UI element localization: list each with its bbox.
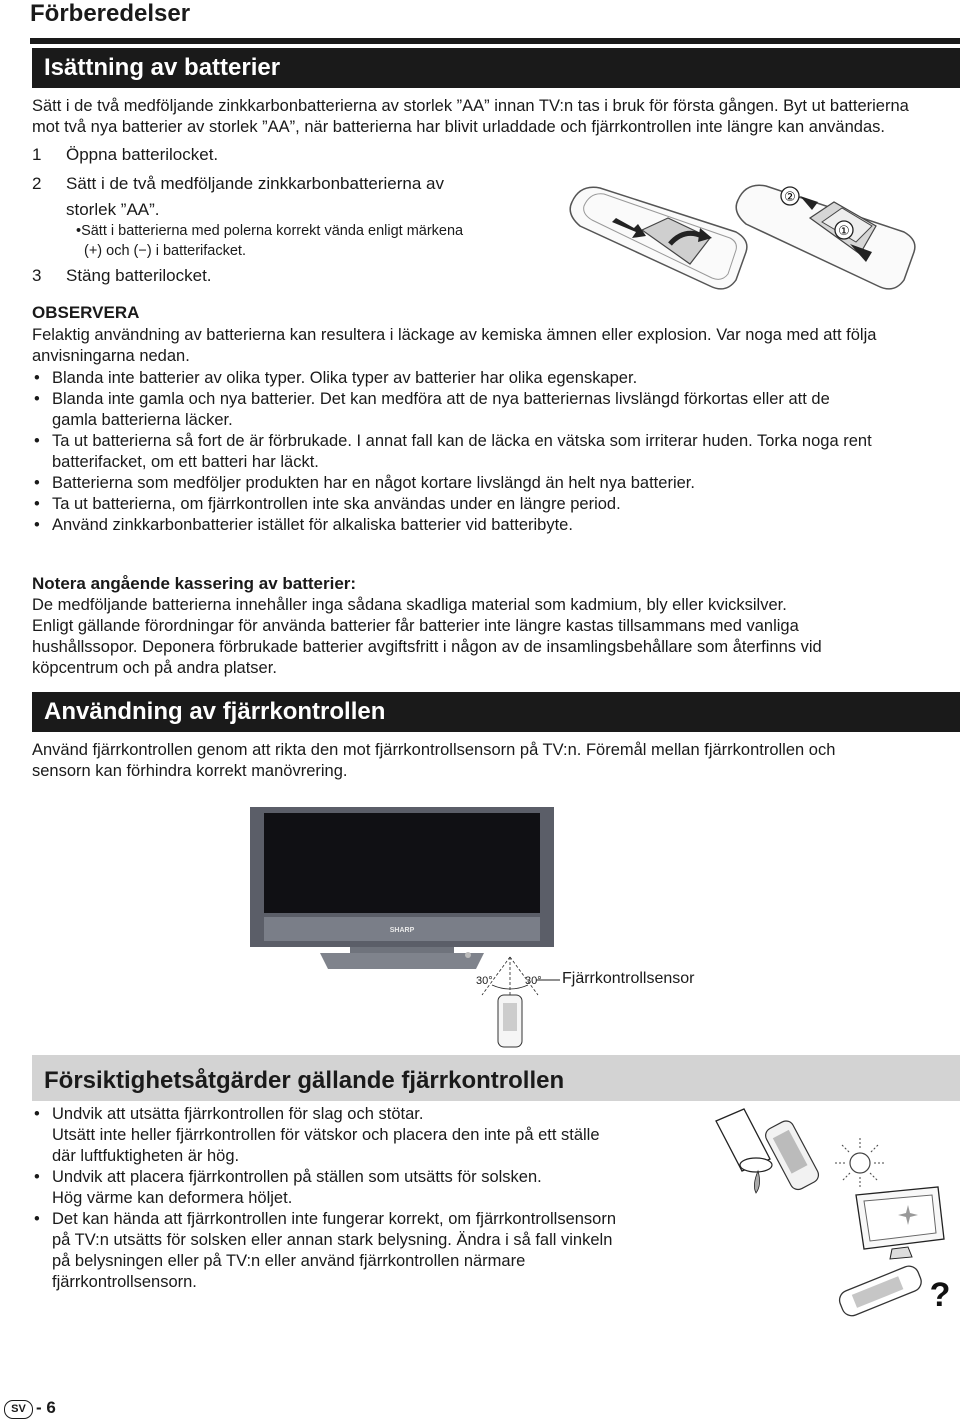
- precaution-item: [32, 1104, 682, 1167]
- step-number: 1: [32, 145, 42, 164]
- usage-line: Använd fjärrkontrollen genom att rikta den mot fjärrkontrollsensorn på TV:n. Föremål mellan fjärrkontrollen och: [32, 741, 836, 759]
- caution-intro-line: Felaktig användning av batterierna kan resultera i läckage av kemiska ämnen eller explosion. Var noga med att följa: [32, 326, 877, 344]
- note-line: (+) och (−) i batterifacket.: [84, 243, 246, 259]
- disposal-line: Enligt gällande förordningar för använda batterier får batterier inte längre kastas tillsammans med vanliga: [32, 617, 799, 635]
- disposal-line: hushållssopor. Deponera förbrukade batterier avgiftsfritt i någon av de insamlingsbehållare som återfinns vid: [32, 638, 822, 656]
- disposal-title: Notera angående kassering av batterier:: [32, 574, 357, 593]
- precaution-line: på TV:n utsätts för solsken eller annan stark belysning. Ändra i så fall vinkeln: [52, 1231, 613, 1249]
- remote-open-cover-icon: [570, 187, 747, 289]
- step-2-cont: storlek ”AA”.: [66, 200, 160, 219]
- angle-right-label: 30°: [525, 975, 542, 987]
- battery-polarity-note: [76, 221, 463, 261]
- remote-insert-battery-icon: [736, 185, 915, 289]
- section-heading-batteries: Isättning av batterier: [32, 48, 960, 88]
- page-number: - 6: [36, 1398, 56, 1417]
- remote-control-icon: [763, 1118, 820, 1192]
- precaution-line: där luftfuktigheten är hög.: [52, 1147, 240, 1165]
- precaution-line: • Undvik att utsätta fjärrkontrollen för slag och stötar.: [52, 1105, 424, 1123]
- header-rule: [30, 38, 960, 44]
- caution-title: OBSERVERA: [32, 303, 140, 322]
- language-badge: SV: [4, 1400, 33, 1419]
- intro-line: mot två nya batterier av storlek ”AA”, när batterierna har blivit urladdade och fjärrkontrollen inte längre kan användas.: [32, 118, 885, 136]
- sensor-label: Fjärrkontrollsensor: [562, 970, 695, 987]
- sensor-pointer-line: [536, 970, 560, 982]
- caution-item: [32, 494, 960, 515]
- step-3: [32, 266, 212, 286]
- step-1: [32, 145, 218, 165]
- precaution-line: Utsätt inte heller fjärrkontrollen för vätskor och placera den inte på ett ställe: [52, 1126, 600, 1144]
- caution-list: [32, 368, 960, 536]
- caution-line: • Blanda inte batterier av olika typer. Olika typer av batterier har olika egenskaper.: [52, 369, 638, 387]
- step-text: Stäng batterilocket.: [66, 266, 212, 285]
- step-number: 2: [32, 174, 42, 193]
- caution-line: • Ta ut batterierna, om fjärrkontrollen inte ska användas under en längre period.: [52, 495, 621, 513]
- remote-sunlight-illustration: [830, 1260, 960, 1320]
- usage-text: [32, 740, 960, 782]
- sun-icon: [835, 1138, 885, 1188]
- tv-screen-icon: [264, 813, 540, 913]
- intro-line: Sätt i de två medföljande zinkkarbonbatterierna av storlek ”AA” innan TV:n tas i bruk för första gången. Byt ut batterierna: [32, 97, 909, 115]
- caution-line: • Blanda inte gamla och nya batterier. Det kan medföra att de nya batteriernas livslängd förkortas eller att de: [52, 390, 830, 408]
- step-text: Öppna batterilocket.: [66, 145, 219, 164]
- caution-item: [32, 473, 960, 494]
- tv-glare-illustration: [852, 1185, 952, 1265]
- question-mark-icon: ?: [929, 1276, 951, 1314]
- precaution-line: på belysningen eller på TV:n eller använd fjärrkontrollen närmare: [52, 1252, 526, 1270]
- liquid-spill-illustration: [710, 1105, 820, 1205]
- step-1-marker-label: ①: [838, 224, 850, 239]
- caution-line: gamla batterierna läcker.: [52, 411, 233, 429]
- section-heading-precautions: Försiktighetsåtgärder gällande fjärrkontrollen: [32, 1055, 960, 1101]
- caution-line: • Batterierna som medföljer produkten har en något kortare livslängd än helt nya batterier.: [52, 474, 695, 492]
- remote-control-icon: [837, 1263, 925, 1319]
- precaution-line: Hög värme kan deformera höljet.: [52, 1189, 293, 1207]
- batteries-intro: [32, 96, 960, 138]
- precaution-item: [32, 1167, 682, 1209]
- precaution-line: • Det kan hända att fjärrkontrollen inte fungerar korrekt, om fjärrkontrollsensorn: [52, 1210, 617, 1228]
- caution-line: • Använd zinkkarbonbatterier istället för alkaliska batterier vid batteribyte.: [52, 516, 573, 534]
- caution-line: • Ta ut batterierna så fort de är förbrukade. I annat fall kan de läcka en vätska som irriterar huden. Torka noga rent: [52, 432, 872, 450]
- precaution-line: • Undvik att placera fjärrkontrollen på ställen som utsätts för solsken.: [52, 1168, 542, 1186]
- step-2: [32, 174, 444, 194]
- caution-intro: [32, 325, 960, 367]
- battery-insertion-illustration: [560, 182, 960, 300]
- note-line: •Sätt i batterierna med polerna korrekt vända enligt märkena: [76, 223, 464, 239]
- caution-item: [32, 515, 960, 536]
- step-2-marker-label: ②: [784, 190, 796, 205]
- caution-item: [32, 431, 960, 473]
- step-number: 3: [32, 266, 42, 285]
- usage-line: sensorn kan förhindra korrekt manövrering.: [32, 762, 348, 780]
- disposal-line: De medföljande batterierna innehåller inga sådana skadliga material som kadmium, bly eller kvicksilver.: [32, 596, 787, 614]
- step-text: Sätt i de två medföljande zinkkarbonbatterierna av: [66, 174, 445, 193]
- precaution-line: fjärrkontrollsensorn.: [52, 1273, 197, 1291]
- angle-left-label: 30°: [476, 975, 493, 987]
- precautions-list: [32, 1104, 682, 1293]
- caution-intro-line: anvisningarna nedan.: [32, 347, 190, 365]
- caution-item: [32, 389, 960, 431]
- caution-line: batterifacket, om ett batteri har läckt.: [52, 453, 319, 471]
- tv-brand-logo: SHARP: [389, 927, 415, 934]
- caution-item: [32, 368, 960, 389]
- water-drop-icon: [754, 1171, 759, 1193]
- disposal-text: [32, 595, 960, 679]
- section-heading-usage: Användning av fjärrkontrollen: [32, 692, 960, 732]
- page-title: Förberedelser: [30, 0, 191, 27]
- precaution-item: [32, 1209, 682, 1293]
- disposal-line: köpcentrum och på andra platser.: [32, 659, 277, 677]
